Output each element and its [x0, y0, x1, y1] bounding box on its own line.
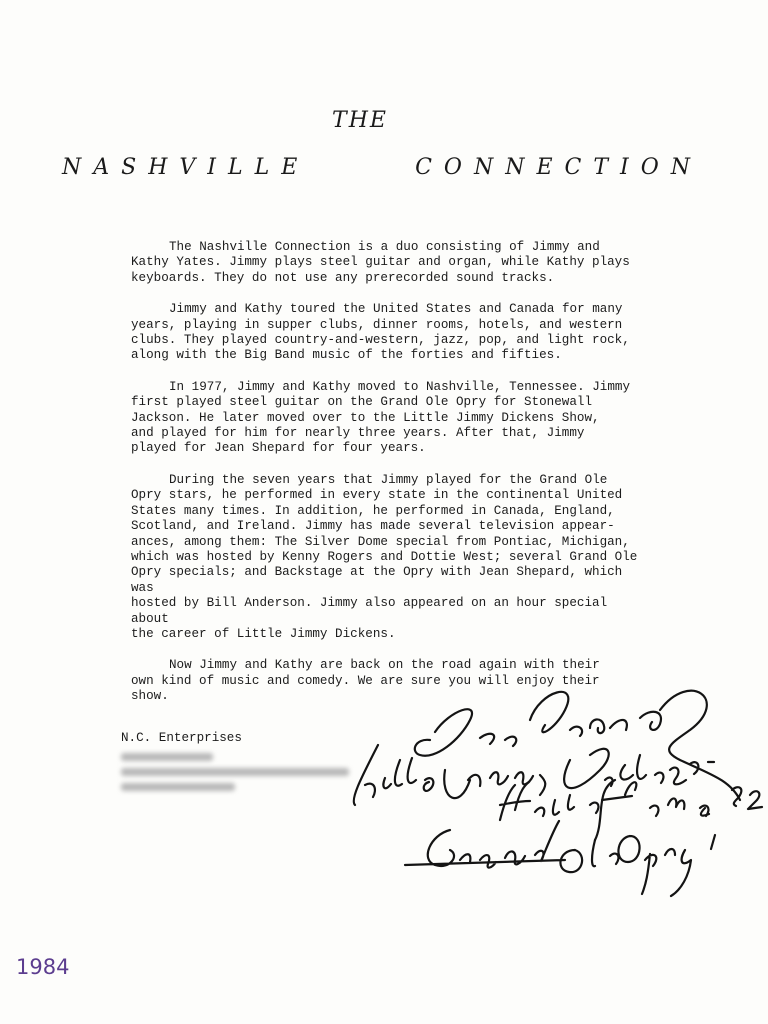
handwritten-year: 1984 — [16, 955, 70, 979]
enterprise-name: N.C. Enterprises — [121, 731, 242, 745]
title-nashville: NASHVILLE — [62, 155, 310, 180]
title-the: THE — [332, 108, 388, 133]
redacted-address-line — [121, 753, 213, 761]
enterprise-block — [121, 731, 349, 791]
signature-grand-ole-opry — [405, 821, 715, 896]
signature-little-jimmy-dickens — [354, 745, 714, 805]
paragraph-5: Now Jimmy and Kathy are back on the road again with their own kind of music and comedy. We are sure you will enjoy their show. — [131, 658, 600, 704]
signature-jean-shepard — [415, 691, 740, 800]
title-connection: CONNECTION — [415, 155, 702, 180]
paragraph-1: The Nashville Connection is a duo consisting of Jimmy and Kathy Yates. Jimmy plays steel guitar and organ, while Kathy plays keyboards. They do not use any prerecorded sound tracks. — [131, 240, 630, 285]
body-text — [131, 240, 651, 721]
paragraph-2: Jimmy and Kathy toured the United States and Canada for many years, playing in supper clubs, dinner rooms, hotels, and western clubs. They played country-and-western, jazz, pop, and light rock, along with the Big Band music of the forties and fifties. — [131, 302, 630, 363]
paragraph-4: During the seven years that Jimmy played for the Grand Ole Opry stars, he performed in every state in the continental United States many times. In addition, he performed in Canada, England, Scotland, and Ireland. Jimmy has made several television appear- ances, among them: The Silver Dome special from Pontiac, Michigan, which was hosted by Kenny Rogers and Dottie West; several Grand Ole Opry specials; and Backstage at the Opry with Jean Shepard, which was hosted by Bill Anderson. Jimmy also appeared on an hour special about the career of Little Jimmy Dickens. — [131, 472, 638, 641]
redacted-address-line — [121, 768, 349, 776]
paragraph-3: In 1977, Jimmy and Kathy moved to Nashville, Tennessee. Jimmy first played steel guitar on the Grand Ole Opry for Stonewall Jackson. He later moved over to the Little Jimmy Dickens Show, and played for him for nearly three years. After that, Jimmy played for Jean Shepard for four years. — [131, 379, 631, 456]
document-title — [62, 155, 702, 180]
signature-hall-of-fame — [500, 780, 762, 840]
autograph-signatures — [340, 660, 768, 910]
redacted-phone-line — [121, 783, 235, 791]
